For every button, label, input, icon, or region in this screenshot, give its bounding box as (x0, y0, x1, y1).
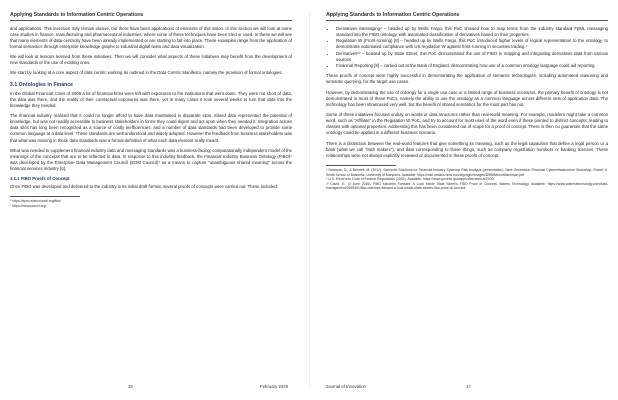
intro-paragraph: We will look at lessons learned from these initiatives. Then we will consider what aspects of these initiatives may benefit from the development of new standards or the use of existing ones. (10, 54, 292, 66)
body-paragraph: In the Global Financial Crisis of 2008 a lot of financial firms were left with exposures to the institutions that went down. They were not short of data; the data was there, and the reality of their contractual exposures was there, yet in many cases it took several weeks to turn that data into the knowledge they needed. (10, 90, 292, 108)
footnote[interactable]: ⁸ Newman, D., & Bennett, M. (2012). Semantic Solutions for Financial Industry Systemic Risk Analysis (presentation). Next Generation Financial Cyberinfrastructure Workshop, Robert H. Smith School of Business, University of Maryland. Available: https://wiki.umiacs.umd.edu/clip/ngfci/images/8/89/BennettNewman.pdf (326, 168, 608, 177)
footer-date: February 2025 (260, 384, 288, 389)
footnote-rule (10, 196, 80, 197)
footnote-rule (326, 165, 396, 166)
running-head: Applying Standards to Information Centric Operations (10, 12, 144, 18)
page-gutter (309, 10, 310, 388)
list-item: • Derivatives Messaging⁸ – headed up by Wells Fargo, this PoC showed how to map terms from the industry standard FpML messaging standard into the FIBO ontology, with automated classification of derivatives based on their properties. (336, 26, 608, 38)
list-item: • Regulation W (Front-running) [8] – headed up by Wells Fargo, this PoC introduced higher levels of logical representation to the ontology, to demonstrate automated compliance with US regulation W against front-running in securities trading.⁹ (336, 38, 608, 50)
body-paragraph: However, by demonstrating the use of ontology for a single use case or a limited range of business scenarios, the primary benefit of ontology is not demonstrated in most of these PoCs, namely the ability to use the ontology as a common language across different sets of application data. The technology has been showcased very well, but the benefit of shared semantics for the most part has not. (326, 89, 608, 107)
footer-journal: Journal of Innovation (326, 384, 366, 389)
page-number: 16 (128, 384, 133, 389)
footnote[interactable]: ⁹ U.S. Electronic Code of Federal Regulations (2002). Available: https://www.govinfo.gov/app/collection/cfr/2002/ (326, 177, 495, 182)
body-paragraph: There is a distinction between the real-world features that give something its meaning, such as the legal capacities that define a legal person or a bank (what we call “truth makers”), and data corresponding to those things, such as company registration numbers or banking licenses. These relationships were not always explicitly reviewed or documented in these proofs of concept. (326, 140, 608, 158)
left-page (10, 10, 292, 388)
body-paragraph: Some of these initiatives focused unduly on words or data structures rather than real-world meaning. For example, modelers might take a common word, such as “Affiliate” in the Regulation W PoC, and try to account for most uses of the word even if these pointed to distinct concepts, leading to classes with optional properties. Addressing this has been considered out of scope for a proof of concept. There is then no guarantee that the same ontology could be applied in a different business scenario. (326, 112, 608, 136)
intro-paragraph: and applications. This inversion may remain elusive, but there have been applications of elements of this vision. In this section we will look at some case studies in finance, manufacturing and pharmaceutical industries, where some of these techniques have been tried or used. In these we will see that many elements of data-centricity have been already implemented or are starting to fall into place. These examples range from the application of formal semantics through enterprise knowledge graphs to industrial digital twins and data visualization. (10, 25, 292, 49)
subsection-heading: 3.1.1 FIBO Proofs of Concept (10, 176, 70, 182)
body-paragraph: These proofs of concept were highly successful in demonstrating the application of semantic technologies, including automated reasoning and semantic querying, for the target use cases. (326, 73, 608, 85)
footnote[interactable]: ⁷ https://edmcouncil.org/ (10, 203, 47, 208)
body-paragraph: What was needed to supplement financial industry data and messaging standards was a business-facing, computationally independent model of the meanings of the concepts that are to be reflected in data. In response to this industry feedback, the Financial Industry Business Ontology (FIBO)⁶ was developed by the Enterprise Data Management Council (EDM Council)⁷ as a means to capture “unambiguous shared meaning” across the financial services industry [6]. (10, 147, 292, 172)
body-paragraph: Once FIBO was developed and delivered to the industry in its initial draft format, several proofs of concepts were carried out. These included: (10, 184, 278, 190)
page-number: 17 (466, 384, 471, 389)
list-item: • Financial Reporting [9] – carried out at the Bank of England, demonstrating how use of a common ontology language could aid reporting. (336, 63, 608, 69)
intro-paragraph: We start by looking at a core aspect of data centric working as outlined in the Data Centric Manifesto, namely the provision of formal ontologies. (10, 70, 283, 76)
footnote[interactable]: ¹⁰ David, E., (3 June 2016). FIBO Marches Forward: A Look Inside State Street’s FIBO Proof of Concept. Waters Technology. Available: https://www.waterstechnology.com/data-management/2459451/fibo-marches-forward-a-look-inside-state-streets-fibo-proof-of-concept (326, 181, 608, 191)
footnote[interactable]: ⁶ https://spec.edmcouncil.org/fibo/ (10, 199, 61, 204)
section-heading: 3.1 Ontologies in Finance (10, 81, 74, 88)
header-rule (10, 20, 292, 21)
poc-bullet-list (326, 26, 608, 70)
header-rule (326, 20, 608, 21)
right-page (326, 10, 608, 388)
body-paragraph: The financial industry realized that it could no longer afford to have data maintained in disparate silos. Siloed data represented the potential of knowledge, but was not readily accessible to business stakeholders in forms they could digest and act upon when they needed it. Integration across data silos has long been recognized as a source of costly inefficiencies, and a number of data standards had been developed to provide some common language at a data level. These standards are well understood and widely adopted. However the feedback from business stakeholders was that what was missing in these data standards was a formal definition of what each data element really meant. (10, 113, 293, 143)
list-item: • Derivatives¹⁰ – headed up by State Street, this PoC demonstrated the use of FIBO in mapping and integrating derivatives data from various sources. (336, 51, 608, 63)
running-head: Applying Standards to Information Centric Operations (326, 12, 460, 18)
